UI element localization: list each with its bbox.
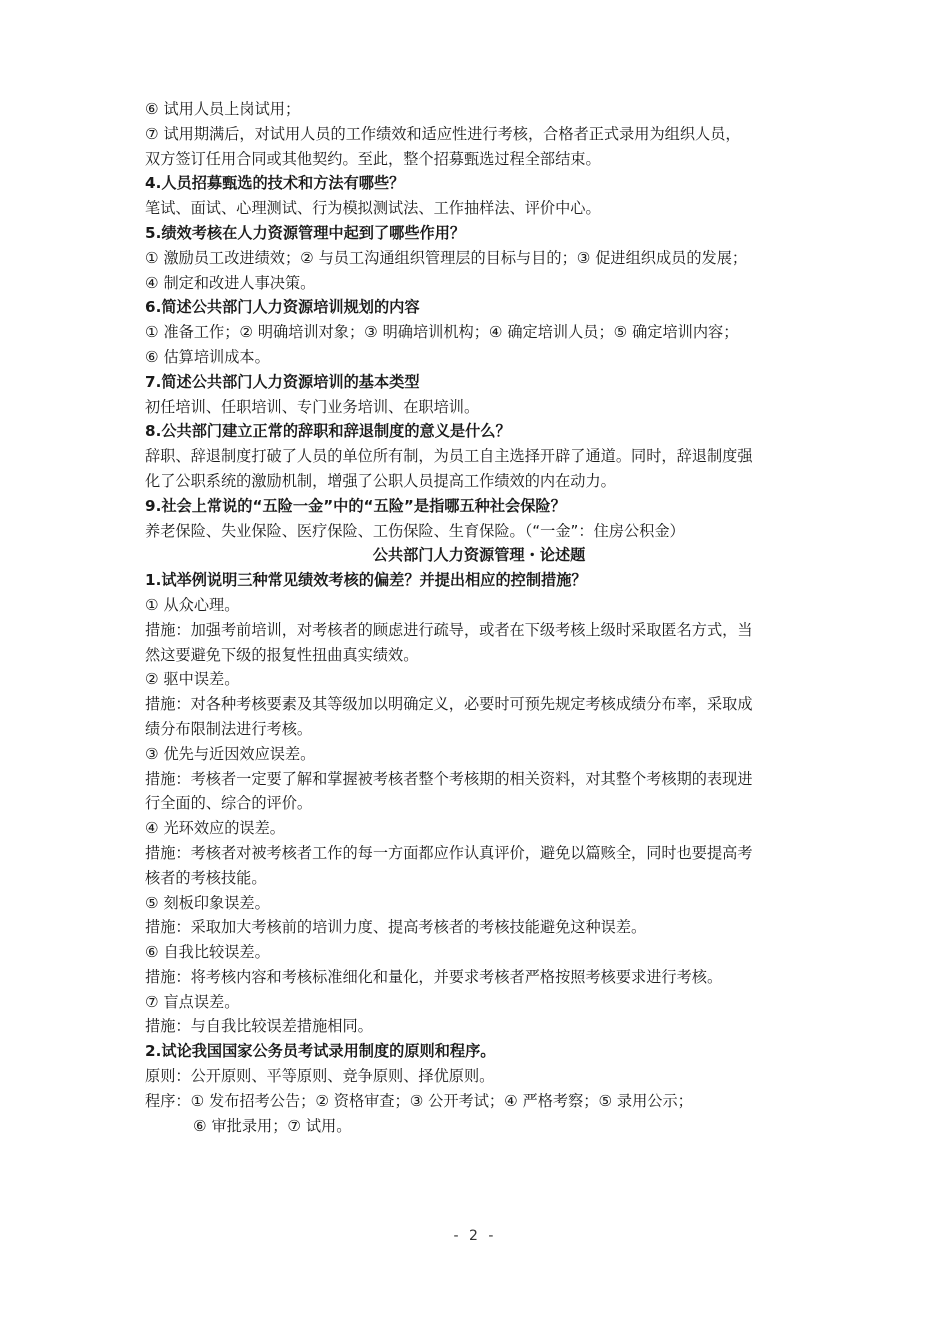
text-line: ⑥ 估算培训成本。 [145,347,270,366]
text-line: 措施：对各种考核要素及其等级加以明确定义，必要时可预先规定考核成绩分布率，采取成 [145,695,753,714]
question-heading: 7.简述公共部门人力资源培训的基本类型 [145,372,420,391]
text-line: ⑤ 刻板印象误差。 [145,893,270,912]
text-line: ⑥ 试用人员上岗试用； [145,100,301,118]
text-line: 然这要避免下级的报复性扭曲真实绩效。 [145,645,419,664]
text-line: 措施：考核者对被考核者工作的每一方面都应作认真评价，避免以篇赅全，同时也要提高考 [145,843,753,862]
text-line: 程序：① 发布招考公告；② 资格审查；③ 公开考试；④ 严格考察；⑤ 录用公示； [145,1091,693,1110]
question-heading: 1.试举例说明三种常见绩效考核的偏差？并提出相应的控制措施？ [145,571,587,590]
text-line-indented: ⑥ 审批录用；⑦ 试用。 [193,1116,352,1135]
text-line: 养老保险、失业保险、医疗保险、工伤保险、生育保险。（“一金”：住房公积金） [145,521,685,540]
text-line: 笔试、面试、心理测试、行为模拟测试法、工作抽样法、评价中心。 [145,199,601,218]
text-line: 核者的考核技能。 [145,868,267,887]
text-line: ① 从众心理。 [145,595,240,614]
text-line: 措施：与自我比较误差措施相同。 [145,1017,373,1036]
text-line: 辞职、辞退制度打破了人员的单位所有制，为员工自主选择开辟了通道。同时，辞退制度强 [145,447,753,466]
question-heading: 9.社会上常说的“五险一金”中的“五险”是指哪五种社会保险？ [145,496,566,515]
text-line: ② 驱中误差。 [145,670,240,689]
text-line: ① 激励员工改进绩效；② 与员工沟通组织管理层的目标与目的；③ 促进组织成员的发展； [145,248,748,267]
text-line: 措施：加强考前培训，对考核者的顾虑进行疏导，或者在下级考核上级时采取匿名方式，当 [145,620,753,639]
text-line: 措施：采取加大考核前的培训力度、提高考核者的考核技能避免这种误差。 [145,918,647,937]
question-heading: 2.试论我国国家公务员考试录用制度的原则和程序。 [145,1042,496,1061]
text-line: 初任培训、任职培训、专门业务培训、在职培训。 [145,397,480,416]
question-heading: 8.公共部门建立正常的辞职和辞退制度的意义是什么？ [145,422,511,441]
text-line: 绩分布限制法进行考核。 [145,719,313,738]
text-line: ① 准备工作；② 明确培训对象；③ 明确培训机构；④ 确定培训人员；⑤ 确定培训内容； [145,323,739,342]
document-body [145,97,813,1138]
text-line: 措施：考核者一定要了解和掌握被考核者整个考核期的相关资料，对其整个考核期的表现进 [145,769,753,788]
question-heading: 5.绩效考核在人力资源管理中起到了哪些作用？ [145,223,466,242]
text-line: 原则：公开原则、平等原则、竞争原则、择优原则。 [145,1067,495,1086]
text-line: ④ 光环效应的误差。 [145,819,285,838]
text-line: ⑦ 盲点误差。 [145,992,240,1011]
question-heading: 6.简述公共部门人力资源培训规划的内容 [145,298,420,317]
text-line: 行全面的、综合的评价。 [145,794,313,813]
text-line: ④ 制定和改进人事决策。 [145,273,316,292]
question-heading: 4.人员招募甄选的技术和方法有哪些？ [145,174,405,193]
page-number: - 2 - [453,1228,497,1244]
text-line: ⑥ 自我比较误差。 [145,943,270,962]
section-title: 公共部门人力资源管理・论述题 [372,546,586,565]
text-line: 化了公职系统的激励机制，增强了公职人员提高工作绩效的内在动力。 [145,471,616,490]
text-line: 双方签订任用合同或其他契约。至此，整个招募甄选过程全部结束。 [145,149,601,168]
text-line: ③ 优先与近因效应误差。 [145,744,316,763]
text-line: 措施：将考核内容和考核标准细化和量化，并要求考核者严格按照考核要求进行考核。 [145,967,723,986]
text-line: ⑦ 试用期满后，对试用人员的工作绩效和适应性进行考核，合格者正式录用为组织人员， [145,124,741,143]
